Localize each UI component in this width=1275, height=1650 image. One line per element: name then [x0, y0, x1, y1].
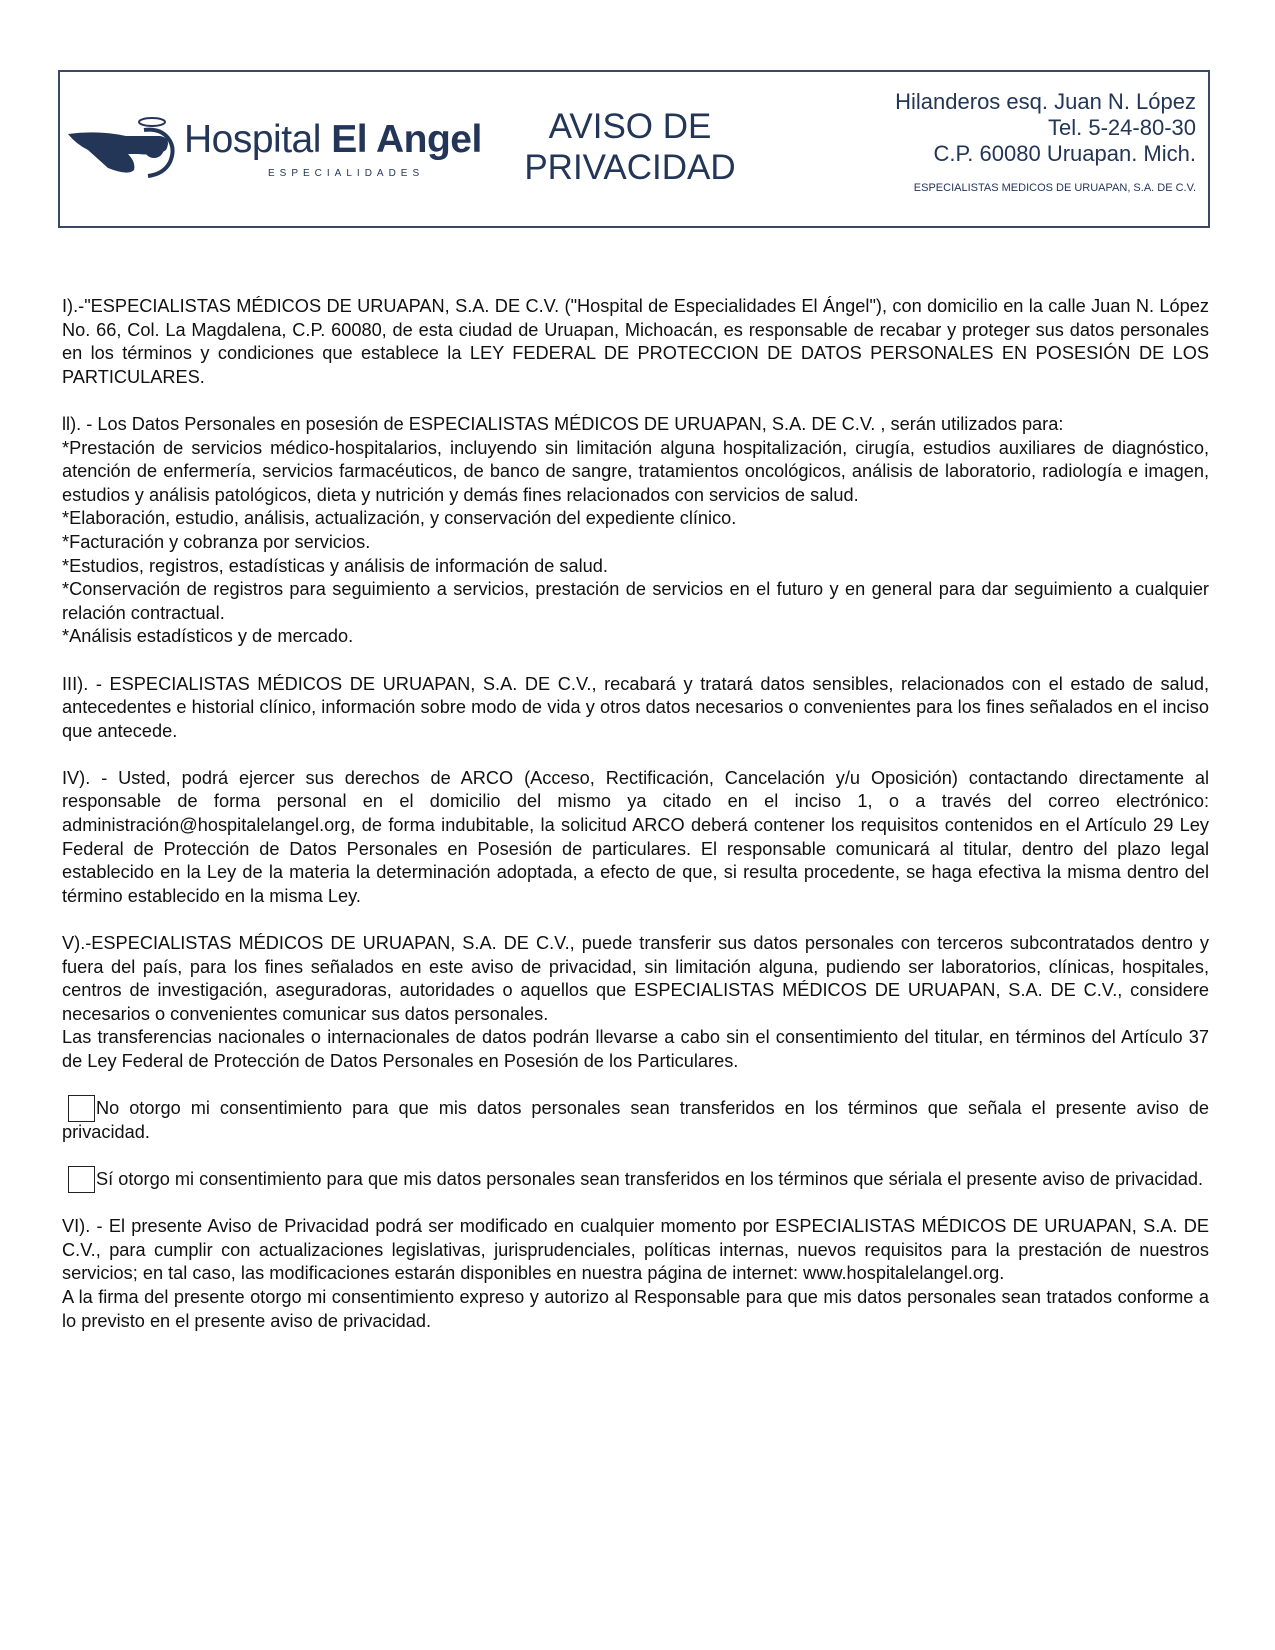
- title-line-2: PRIVACIDAD: [524, 148, 736, 187]
- section-2-bullet: *Análisis estadísticos y de mercado.: [62, 626, 354, 647]
- section-6: VI). - El presente Aviso de Privacidad podrá ser modificado en cualquier momento por ESPECIALISTAS MÉDICOS DE URUAPAN, S.A. DE C.V., para cumplir con actualizaciones legislativas, jurisprudenciales, políticas internas, nuevos requisitos para la prestación de nuestros servicios; en tal caso, las modificaciones estarán disponibles en nuestra página de internet: www.hospitalelangel.org.: [62, 1216, 1209, 1284]
- section-2-bullet: *Elaboración, estudio, análisis, actualización, y conservación del expediente clínico.: [62, 508, 737, 529]
- consent-no-checkbox[interactable]: [68, 1095, 95, 1122]
- section-2-bullet: *Estudios, registros, estadísticas y análisis de información de salud.: [62, 555, 608, 576]
- consent-yes-row: [62, 1168, 1209, 1192]
- section-2-bullet: *Prestación de servicios médico-hospitalarios, incluyendo sin limitación alguna hospitalización, cirugía, estudios auxiliares de diagnóstico, atención de enfermería, servicios farmacéuticos, de banco de sangre, tratamientos oncológicos, análisis de laboratorio, radiología e imagen, estudios y análisis patológicos, dieta y nutrición y demás fines relacionados con servicios de salud.: [62, 437, 1209, 505]
- consent-no-row: [62, 1097, 1209, 1144]
- section-4: IV). - Usted, podrá ejercer sus derechos de ARCO (Acceso, Rectificación, Cancelación y/u Oposición) contactando directamente al responsable de forma personal en el domicilio del mismo ya citado en el inciso 1, o a través del correo electrónico: administración@hospitalelangel.org, de forma indubitable, la solicitud ARCO deberá contener los requisitos contenidos en el Artículo 29 Ley Federal de Protección de Datos Personales en Posesión de particulares. El responsable comunicará al titular, dentro del plazo legal establecido en la Ley de la materia la determinación adoptada, a efecto de que, si resulta procedente, se haga efectiva la misma dentro del término establecido en la misma Ley.: [62, 767, 1209, 906]
- header: [58, 70, 1210, 228]
- section-2-bullet: *Facturación y cobranza por servicios.: [62, 531, 371, 552]
- consent-yes-checkbox[interactable]: [68, 1166, 95, 1193]
- consent-yes-label: Sí otorgo mi consentimiento para que mis datos personales sean transferidos en los términos que sériala el presente aviso de privacidad.: [96, 1168, 1204, 1189]
- document-body: [62, 295, 1209, 1357]
- hospital-logo: [68, 116, 480, 186]
- phone: Tel. 5-24-80-30: [1048, 115, 1196, 140]
- logo-text: Hospital El Angel: [184, 118, 482, 161]
- section-6-signature: A la firma del presente otorgo mi consentimiento expreso y autorizo al Responsable para que mis datos personales sean tratados conforme a lo previsto en el presente aviso de privacidad.: [62, 1286, 1209, 1331]
- angel-logo-icon: [68, 116, 184, 186]
- company-name: ESPECIALISTAS MEDICOS DE URUAPAN, S.A. DE C.V.: [913, 182, 1196, 194]
- address: Hilanderos esq. Juan N. López: [895, 89, 1196, 114]
- section-1: I).-"ESPECIALISTAS MÉDICOS DE URUAPAN, S.A. DE C.V. ("Hospital de Especialidades El Ángel"), con domicilio en la calle Juan N. López No. 66, Col. La Magdalena, C.P. 60080, de esta ciudad de Uruapan, Michoacán, es responsable de recabar y proteger sus datos personales en los términos y condiciones que establece la LEY FEDERAL DE PROTECCION DE DATOS PERSONALES EN POSESIÓN DE LOS PARTICULARES.: [62, 296, 1209, 387]
- section-2-intro: ll). - Los Datos Personales en posesión de ESPECIALISTAS MÉDICOS DE URUAPAN, S.A. DE C.V. , serán utilizados para:: [62, 413, 1064, 434]
- postal-code: C.P. 60080 Uruapan. Mich.: [933, 141, 1196, 166]
- logo-subtitle: ESPECIALIDADES: [268, 168, 425, 179]
- section-3: III). - ESPECIALISTAS MÉDICOS DE URUAPAN, S.A. DE C.V., recabará y tratará datos sensibles, relacionados con el estado de salud, antecedentes e historial clínico, información sobre modo de vida y otros datos necesarios o convenientes para los fines señalados en el inciso que antecede.: [62, 673, 1209, 741]
- section-2-bullet: *Conservación de registros para seguimiento a servicios, prestación de servicios en el futuro y en general para dar seguimiento a cualquier relación contractual.: [62, 579, 1209, 623]
- title-line-1: AVISO DE: [548, 107, 712, 146]
- document-title: [480, 106, 780, 188]
- section-5-transfers: Las transferencias nacionales o internacionales de datos podrán llevarse a cabo sin el consentimiento del titular, en términos del Artículo 37 de Ley Federal de Protección de Datos Personales en Posesión de los Particulares.: [62, 1027, 1209, 1071]
- contact-info: [895, 89, 1196, 167]
- section-5: V).-ESPECIALISTAS MÉDICOS DE URUAPAN, S.A. DE C.V., puede transferir sus datos personales con terceros subcontratados dentro y fuera del país, para los fines señalados en este aviso de privacidad, sin limitación alguna, pudiendo ser laboratorios, clínicas, hospitales, centros de investigación, aseguradoras, autoridades o aquellos que ESPECIALISTAS MÉDICOS DE URUAPAN, S.A. DE C.V., considere necesarios o convenientes comunicar sus datos personales.: [62, 933, 1209, 1024]
- consent-no-label: No otorgo mi consentimiento para que mis datos personales sean transferidos en los términos que señala el presente aviso de privacidad.: [62, 1098, 1209, 1142]
